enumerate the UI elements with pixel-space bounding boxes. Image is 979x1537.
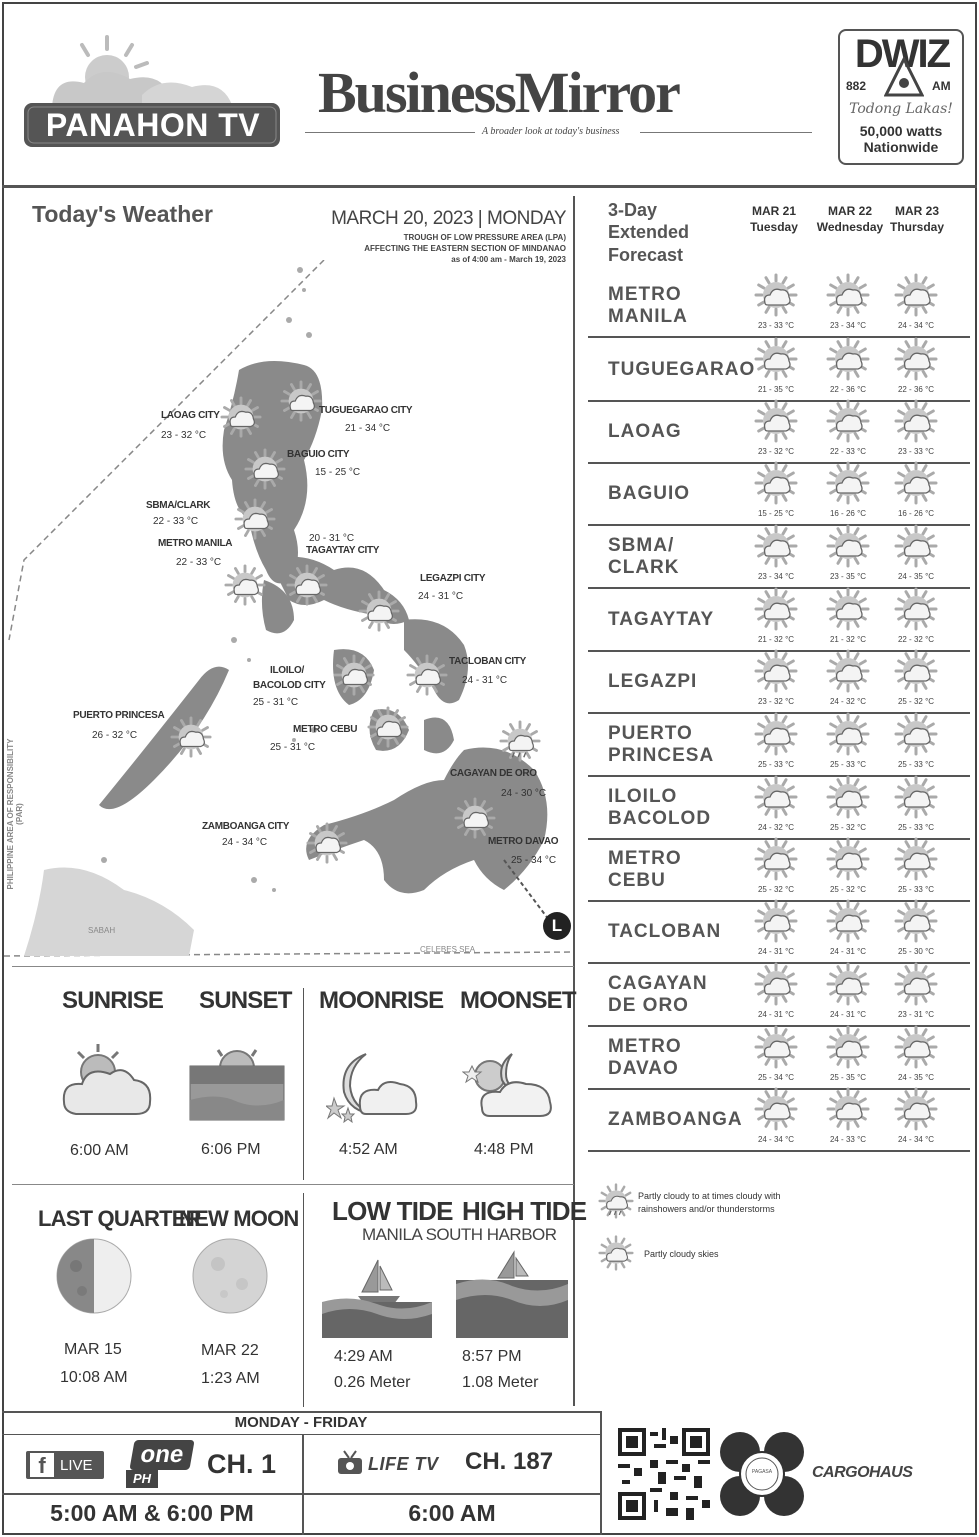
sunrise-time: 6:00 AM (70, 1142, 129, 1159)
map-weather-icon (499, 720, 541, 762)
channel-1: CH. 1 (207, 1449, 277, 1479)
last-quarter-moon-icon (54, 1236, 134, 1316)
map-city-puerto: PUERTO PRINCESA (73, 710, 165, 721)
masthead-rule-left (305, 132, 475, 133)
forecast-temp: 23 - 31 °C (897, 1010, 935, 1019)
lpa-note-2: AFFECTING THE EASTERN SECTION OF MINDANAO (364, 244, 566, 253)
forecast-temp: 24 - 32 °C (757, 823, 795, 832)
map-weather-icon (454, 797, 496, 839)
forecast-temp: 25 - 33 °C (897, 823, 935, 832)
footer-top-divider (2, 1411, 602, 1413)
schedule-label: MONDAY - FRIDAY (234, 1414, 368, 1431)
forecast-temp: 25 - 33 °C (897, 760, 935, 769)
legend-cloudy-icon (598, 1235, 634, 1271)
legend-rain-text-2: rainshowers and/or thunderstorms (638, 1204, 775, 1214)
forecast-city: LEGAZPI (608, 671, 698, 692)
forecast-weather-icon (754, 837, 798, 881)
header-divider (2, 185, 977, 188)
one-ph-logo (124, 1440, 192, 1490)
sun-moon-divider (303, 988, 304, 1180)
map-weather-icon (286, 564, 328, 606)
forecast-weather-icon (894, 837, 938, 881)
forecast-weather-icon (894, 587, 938, 631)
low-tide-icon (322, 1258, 432, 1338)
high-tide-icon (456, 1250, 568, 1338)
forecast-weather-icon (754, 712, 798, 756)
map-city-zamboanga: ZAMBOANGA CITY (202, 821, 290, 832)
map-weather-icon (244, 448, 286, 490)
one-ph-one: one (129, 1440, 194, 1470)
forecast-temp: 22 - 36 °C (829, 385, 867, 394)
moonrise-time: 4:52 AM (339, 1141, 398, 1158)
forecast-weather-icon (894, 1025, 938, 1069)
dwiz-power: 50,000 watts (859, 123, 943, 139)
map-temp-davao: 25 - 34 °C (511, 855, 557, 866)
masthead: BusinessMirror (318, 60, 679, 125)
forecast-row-divider (588, 1150, 970, 1152)
sunset-icon (188, 1040, 286, 1122)
map-temp-laoag: 23 - 32 °C (161, 430, 207, 441)
map-temp-puerto: 26 - 32 °C (92, 730, 138, 741)
forecast-city: METRO DAVAO (608, 1036, 682, 1079)
map-temp-iloilo: 25 - 31 °C (253, 697, 299, 708)
map-city-legazpi: LEGAZPI CITY (420, 573, 486, 584)
sunset-time: 6:06 PM (201, 1141, 261, 1158)
forecast-weather-icon (754, 461, 798, 505)
sunrise-label: SUNRISE (62, 987, 164, 1014)
forecast-temp: 25 - 32 °C (829, 885, 867, 894)
forecast-temp: 24 - 31 °C (757, 1010, 795, 1019)
forecast-temp: 23 - 33 °C (757, 321, 795, 330)
sunset-label: SUNSET (199, 987, 292, 1014)
forecast-temp: 24 - 35 °C (897, 1073, 935, 1082)
map-weather-icon (170, 716, 212, 758)
forecast-temp: 24 - 31 °C (829, 947, 867, 956)
map-city-cebu: METRO CEBU (293, 724, 358, 735)
forecast-weather-icon (754, 1087, 798, 1131)
forecast-temp: 23 - 32 °C (757, 697, 795, 706)
lpa-note-3: as of 4:00 am - March 19, 2023 (451, 255, 566, 264)
forecast-weather-icon (894, 962, 938, 1006)
schedule-divider (2, 1434, 600, 1435)
new-moon-date: MAR 22 (201, 1342, 259, 1359)
forecast-temp: 21 - 35 °C (757, 385, 795, 394)
forecast-weather-icon (894, 337, 938, 381)
forecast-temp: 24 - 35 °C (897, 572, 935, 581)
forecast-temp: 23 - 35 °C (829, 572, 867, 581)
dwiz-slogan: Todong Lakas! (849, 101, 953, 117)
qr-code (618, 1428, 710, 1520)
forecast-temp: 24 - 34 °C (897, 1135, 935, 1144)
forecast-temp: 25 - 32 °C (829, 823, 867, 832)
forecast-weather-icon (754, 587, 798, 631)
forecast-weather-icon (894, 775, 938, 819)
today-title: Today's Weather (32, 201, 214, 227)
forecast-weather-icon (754, 337, 798, 381)
forecast-temp: 22 - 32 °C (897, 635, 935, 644)
forecast-temp: 15 - 25 °C (757, 509, 795, 518)
map-weather-icon (220, 396, 262, 438)
day-1-date: MAR 21 (751, 204, 796, 218)
forecast-temp: 21 - 32 °C (757, 635, 795, 644)
map-city-laoag: LAOAG CITY (161, 410, 220, 421)
facebook-icon: f (30, 1453, 54, 1477)
masthead-rule-right (640, 132, 812, 133)
forecast-city: TACLOBAN (608, 921, 722, 942)
forecast-weather-icon (826, 273, 870, 317)
moonset-label: MOONSET (460, 987, 576, 1014)
map-city-tuguegarao: TUGUEGARAO CITY (319, 405, 413, 416)
last-quarter-date: MAR 15 (64, 1341, 122, 1358)
new-moon-time: 1:23 AM (201, 1370, 260, 1387)
forecast-weather-icon (894, 273, 938, 317)
forecast-weather-icon (894, 899, 938, 943)
high-tide-time: 8:57 PM (462, 1348, 522, 1365)
forecast-temp: 25 - 32 °C (757, 885, 795, 894)
forecast-weather-icon (826, 1025, 870, 1069)
forecast-weather-icon (754, 273, 798, 317)
forecast-weather-icon (826, 899, 870, 943)
map-city-iloilo: ILOILO/ (270, 665, 305, 676)
map-temp-manila: 22 - 33 °C (176, 557, 222, 568)
cargohaus-logo: CARGOHAUS (812, 1464, 913, 1481)
low-tide-label: LOW TIDE (332, 1196, 453, 1226)
map-weather-icon (280, 380, 322, 422)
moon-tide-divider (303, 1193, 304, 1407)
day-2-name: Wednesday (816, 220, 884, 234)
forecast-weather-icon (826, 775, 870, 819)
dwiz-call: DWIZ (854, 32, 950, 76)
day-2-date: MAR 22 (827, 204, 872, 218)
pagasa-text: PAGASA (751, 1469, 773, 1475)
forecast-temp: 23 - 34 °C (829, 321, 867, 330)
forecast-weather-icon (826, 524, 870, 568)
dwiz-freq: 882 (846, 79, 867, 93)
forecast-temp: 24 - 32 °C (829, 697, 867, 706)
forecast-weather-icon (754, 899, 798, 943)
day-1-name: Tuesday (750, 220, 798, 234)
map-city-manila: METRO MANILA (158, 538, 233, 549)
last-quarter-time: 10:08 AM (60, 1369, 128, 1386)
forecast-title-3: Forecast (608, 245, 684, 265)
forecast-weather-icon (894, 399, 938, 443)
philippines-map (4, 260, 574, 960)
forecast-weather-icon (826, 962, 870, 1006)
footer-time-divider (2, 1493, 600, 1495)
dwiz-band: AM (932, 79, 951, 93)
map-weather-icon (333, 654, 375, 696)
forecast-weather-icon (894, 461, 938, 505)
panahon-tv-logo (22, 35, 284, 150)
celebes-label: CELEBES SEA (420, 945, 476, 954)
map-weather-icon (406, 654, 448, 696)
par-label: PHILIPPINE AREA OF RESPONSIBILITY (PAR) (6, 738, 24, 890)
forecast-temp: 22 - 33 °C (829, 447, 867, 456)
forecast-weather-icon (754, 775, 798, 819)
tide-location: MANILA SOUTH HARBOR (362, 1225, 557, 1244)
map-temp-baguio: 15 - 25 °C (315, 467, 361, 478)
forecast-weather-icon (754, 962, 798, 1006)
forecast-temp: 21 - 32 °C (829, 635, 867, 644)
forecast-weather-icon (826, 837, 870, 881)
forecast-temp: 16 - 26 °C (829, 509, 867, 518)
moonset-time: 4:48 PM (474, 1141, 534, 1158)
forecast-weather-icon (826, 1087, 870, 1131)
life-tv-text: LIFE TV (368, 1454, 439, 1474)
map-weather-icon (224, 564, 266, 606)
map-weather-icon (234, 498, 276, 540)
forecast-temp: 24 - 34 °C (897, 321, 935, 330)
forecast-city: BAGUIO (608, 483, 690, 504)
dwiz-triangle-icon (884, 57, 924, 97)
forecast-temp: 25 - 34 °C (757, 1073, 795, 1082)
map-city-davao: METRO DAVAO (488, 836, 559, 847)
forecast-temp: 23 - 34 °C (757, 572, 795, 581)
map-city-sbma: SBMA/CLARK (146, 500, 211, 511)
map-weather-icon (358, 590, 400, 632)
legend-rain-text-1: Partly cloudy to at times cloudy with (638, 1191, 781, 1201)
map-weather-icon (367, 706, 409, 748)
facebook-live-badge (26, 1451, 104, 1479)
forecast-weather-icon (826, 712, 870, 756)
forecast-city: SBMA/ CLARK (608, 535, 680, 578)
channel-187: CH. 187 (465, 1448, 554, 1475)
moonset-icon (462, 1048, 558, 1124)
forecast-weather-icon (894, 524, 938, 568)
one-ph-ph: PH (126, 1470, 158, 1488)
footer-right-divider (600, 1411, 602, 1535)
forecast-weather-icon (754, 1025, 798, 1069)
forecast-weather-icon (754, 399, 798, 443)
new-moon-label: NEW MOON (179, 1206, 299, 1231)
map-city-baguio: BAGUIO CITY (287, 449, 350, 460)
forecast-city: ZAMBOANGA (608, 1109, 743, 1130)
lpa-marker: L (543, 912, 571, 940)
high-tide-label: HIGH TIDE (462, 1196, 587, 1226)
forecast-city: METRO CEBU (608, 848, 682, 891)
forecast-weather-icon (826, 587, 870, 631)
forecast-city: TAGAYTAY (608, 609, 715, 630)
lpa-note-1: TROUGH OF LOW PRESSURE AREA (LPA) (403, 233, 566, 242)
map-temp-legazpi: 24 - 31 °C (418, 591, 464, 602)
map-temp-zamboanga: 24 - 34 °C (222, 837, 268, 848)
forecast-temp: 25 - 33 °C (757, 760, 795, 769)
forecast-temp: 25 - 32 °C (897, 697, 935, 706)
sun-moon-bottom-divider (12, 1184, 574, 1185)
forecast-weather-icon (894, 649, 938, 693)
tv-icon (336, 1450, 364, 1476)
high-tide-height: 1.08 Meter (462, 1374, 539, 1391)
forecast-city: ILOILO BACOLOD (608, 786, 712, 829)
forecast-temp: 23 - 33 °C (897, 447, 935, 456)
forecast-temp: 22 - 36 °C (897, 385, 935, 394)
map-temp-sbma: 22 - 33 °C (153, 516, 199, 527)
forecast-weather-icon (894, 1087, 938, 1131)
life-tv-logo (336, 1448, 461, 1480)
day-3-date: MAR 23 (894, 204, 939, 218)
map-city-cdo: CAGAYAN DE ORO (450, 768, 537, 779)
forecast-temp: 25 - 30 °C (897, 947, 935, 956)
forecast-city: CAGAYAN DE ORO (608, 973, 708, 1016)
forecast-temp: 25 - 35 °C (829, 1073, 867, 1082)
moonrise-label: MOONRISE (319, 987, 444, 1014)
sabah-label: SABAH (88, 926, 116, 935)
low-tide-height: 0.26 Meter (334, 1374, 411, 1391)
airtime-2: 6:00 AM (408, 1500, 496, 1526)
dwiz-logo (838, 29, 964, 165)
forecast-title-2: Extended (608, 222, 690, 242)
new-moon-icon (190, 1236, 270, 1316)
forecast-temp: 25 - 33 °C (897, 885, 935, 894)
forecast-temp: 23 - 32 °C (757, 447, 795, 456)
forecast-title-1: 3-Day (608, 200, 658, 220)
forecast-temp: 25 - 33 °C (829, 760, 867, 769)
forecast-city: METRO MANILA (608, 284, 688, 327)
forecast-weather-icon (826, 337, 870, 381)
live-label: LIVE (60, 1457, 93, 1474)
masthead-tagline: A broader look at today's business (482, 126, 620, 137)
today-date: MARCH 20, 2023 | MONDAY (331, 208, 566, 229)
forecast-city: TUGUEGARAO (608, 359, 756, 380)
map-temp-tacloban: 24 - 31 °C (462, 675, 508, 686)
legend-rain-icon (598, 1183, 634, 1219)
forecast-weather-icon (826, 399, 870, 443)
panahon-tv-text: PANAHON TV (45, 107, 261, 143)
map-temp-tuguegarao: 21 - 34 °C (345, 423, 391, 434)
forecast-city: PUERTO PRINCESA (608, 723, 715, 766)
forecast-weather-icon (754, 649, 798, 693)
last-quarter-label: LAST QUARTER (38, 1206, 201, 1231)
map-temp-tagaytay: 20 - 31 °C (309, 533, 355, 544)
low-tide-time: 4:29 AM (334, 1348, 393, 1365)
forecast-temp: 24 - 33 °C (829, 1135, 867, 1144)
moonrise-icon (326, 1050, 420, 1126)
dwiz-coverage: Nationwide (863, 139, 939, 155)
forecast-weather-icon (894, 712, 938, 756)
map-city-tagaytay: TAGAYTAY CITY (306, 545, 380, 556)
map-city-tacloban: TACLOBAN CITY (449, 656, 527, 667)
sunrise-icon (58, 1040, 154, 1120)
legend-cloudy-text: Partly cloudy skies (644, 1249, 719, 1259)
forecast-city: LAOAG (608, 421, 682, 442)
day-3-name: Thursday (889, 220, 944, 234)
map-temp-cdo: 24 - 30 °C (501, 788, 547, 799)
forecast-temp: 16 - 26 °C (897, 509, 935, 518)
forecast-temp: 24 - 31 °C (757, 947, 795, 956)
map-city-bacolod: BACOLOD CITY (253, 680, 326, 691)
forecast-temp: 24 - 34 °C (757, 1135, 795, 1144)
forecast-weather-icon (754, 524, 798, 568)
forecast-weather-icon (826, 649, 870, 693)
forecast-temp: 24 - 31 °C (829, 1010, 867, 1019)
map-temp-cebu: 25 - 31 °C (270, 742, 316, 753)
map-weather-icon (306, 822, 348, 864)
forecast-weather-icon (826, 461, 870, 505)
map-bottom-divider (12, 966, 574, 967)
airtime-1: 5:00 AM & 6:00 PM (50, 1500, 254, 1526)
